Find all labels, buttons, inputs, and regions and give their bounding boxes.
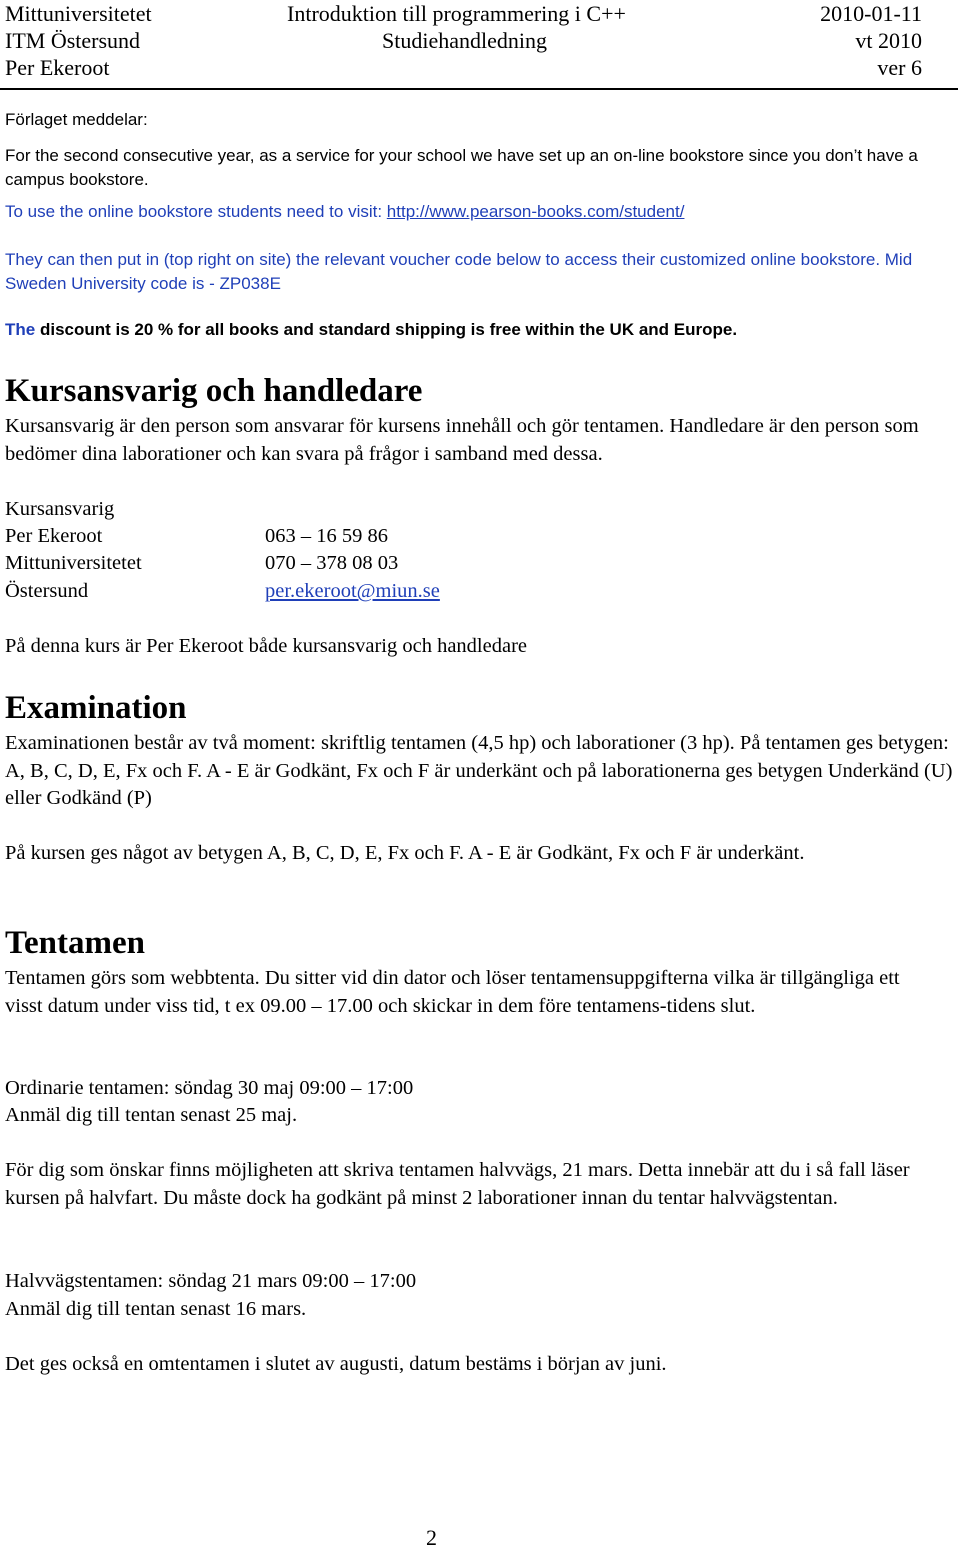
publisher-notice (5, 108, 950, 342)
contact-organisation: Mittuniversitetet (5, 552, 142, 574)
header-term: vt 2010 (855, 28, 922, 53)
kursansvarig-note: På denna kurs är Per Ekeroot både kursansvarig och handledare (5, 635, 527, 657)
notice-discount-the: The (5, 320, 36, 339)
page-number: 2 (426, 1525, 437, 1550)
notice-voucher-text: They can then put in (top right on site) the relevant voucher code below to access their customized online bookstore. (5, 250, 881, 269)
contact-phone-mobile: 070 – 378 08 03 (265, 552, 399, 574)
header-course-title: Introduktion till programmering i C++ (287, 1, 626, 26)
contact-phone-office: 063 – 16 59 86 (265, 525, 388, 547)
header-divider (0, 88, 958, 90)
heading-kursansvarig: Kursansvarig och handledare (5, 373, 423, 409)
examination-text-1: Examinationen består av två moment: skriftlig tentamen (4,5 hp) och laborationer (3 hp). På tentamen ges betygen: A, B, C, D, E, Fx och F. A - E är Godkänt, Fx och F är underkänt och på laborationerna ges betygen Underkänd (U) eller Godkänd (P) (5, 732, 953, 809)
halvvagstentamen-date: Halvvägstentamen: söndag 21 mars 09:00 – 17:00 (5, 1270, 417, 1292)
examination-text-2: På kursen ges något av betygen A, B, C, D, E, Fx och F. A - E är Godkänt, Fx och F är underkänt. (5, 842, 805, 864)
contact-email-link[interactable]: per.ekeroot@miun.se (265, 580, 440, 602)
notice-paragraph-1: For the second consecutive year, as a service for your school we have set up an on-line bookstore since you don’t have a campus bookstore. (5, 146, 918, 189)
header-doc-type: Studiehandledning (382, 28, 547, 53)
heading-tentamen: Tentamen (5, 925, 145, 961)
heading-examination: Examination (5, 690, 187, 726)
omtentamen-text: Det ges också en omtentamen i slutet av augusti, datum bestäms i början av juni. (5, 1353, 667, 1375)
header-university: Mittuniversitetet (5, 1, 152, 26)
bookstore-link[interactable]: http://www.pearson-books.com/student/ (386, 202, 685, 221)
contact-name: Per Ekeroot (5, 525, 103, 547)
contact-row (5, 578, 440, 606)
header-author: Per Ekeroot (5, 55, 110, 80)
notice-paragraph-2 (5, 200, 950, 224)
ordinarie-tentamen-deadline: Anmäl dig till tentan senast 25 maj. (5, 1104, 298, 1126)
halvvagstentamen-deadline: Anmäl dig till tentan senast 16 mars. (5, 1298, 307, 1320)
tentamen-text-1: Tentamen görs som webbtenta. Du sitter vid din dator och löser tentamensuppgifterna vilka är tillgängliga ett visst datum under viss tid, t ex 09.00 – 17.00 och skickar in dem före tentamens-tidens slut. (5, 967, 900, 1017)
notice-discount (5, 318, 950, 342)
ordinarie-tentamen-date: Ordinarie tentamen: söndag 30 maj 09:00 – 17:00 (5, 1077, 414, 1099)
kursansvarig-text: Kursansvarig är den person som ansvarar för kursens innehåll och gör tentamen. Handledare är den person som bedömer dina laborationer och kan svara på frågor i samband med dessa. (5, 415, 919, 465)
notice-discount-text: discount is 20 % for all books and standard shipping is free within the UK and Europe. (35, 320, 738, 339)
notice-voucher-code: Mid Sweden University code is - ZP038E (5, 250, 913, 293)
contact-row (5, 523, 388, 551)
kursansvarig-label (5, 496, 114, 524)
contact-row (5, 550, 398, 578)
header-department: ITM Östersund (5, 28, 141, 53)
tentamen-text-2: För dig som önskar finns möjligheten att skriva tentamen halvvägs, 21 mars. Detta innebär att du i så fall läser kursen på halvfart. Du måste dock ha godkänt på minst 2 laborationer innan du tentar halvvägstentan. (5, 1159, 910, 1209)
notice-paragraph-3 (5, 248, 950, 296)
notice-title: Förlaget meddelar: (5, 110, 148, 129)
kursansvarig-label-text: Kursansvarig (5, 498, 115, 520)
notice-visit-text: To use the online bookstore students need to visit: (5, 202, 387, 221)
header-date: 2010-01-11 (820, 1, 922, 26)
header-version: ver 6 (877, 55, 922, 80)
contact-city: Östersund (5, 580, 89, 602)
